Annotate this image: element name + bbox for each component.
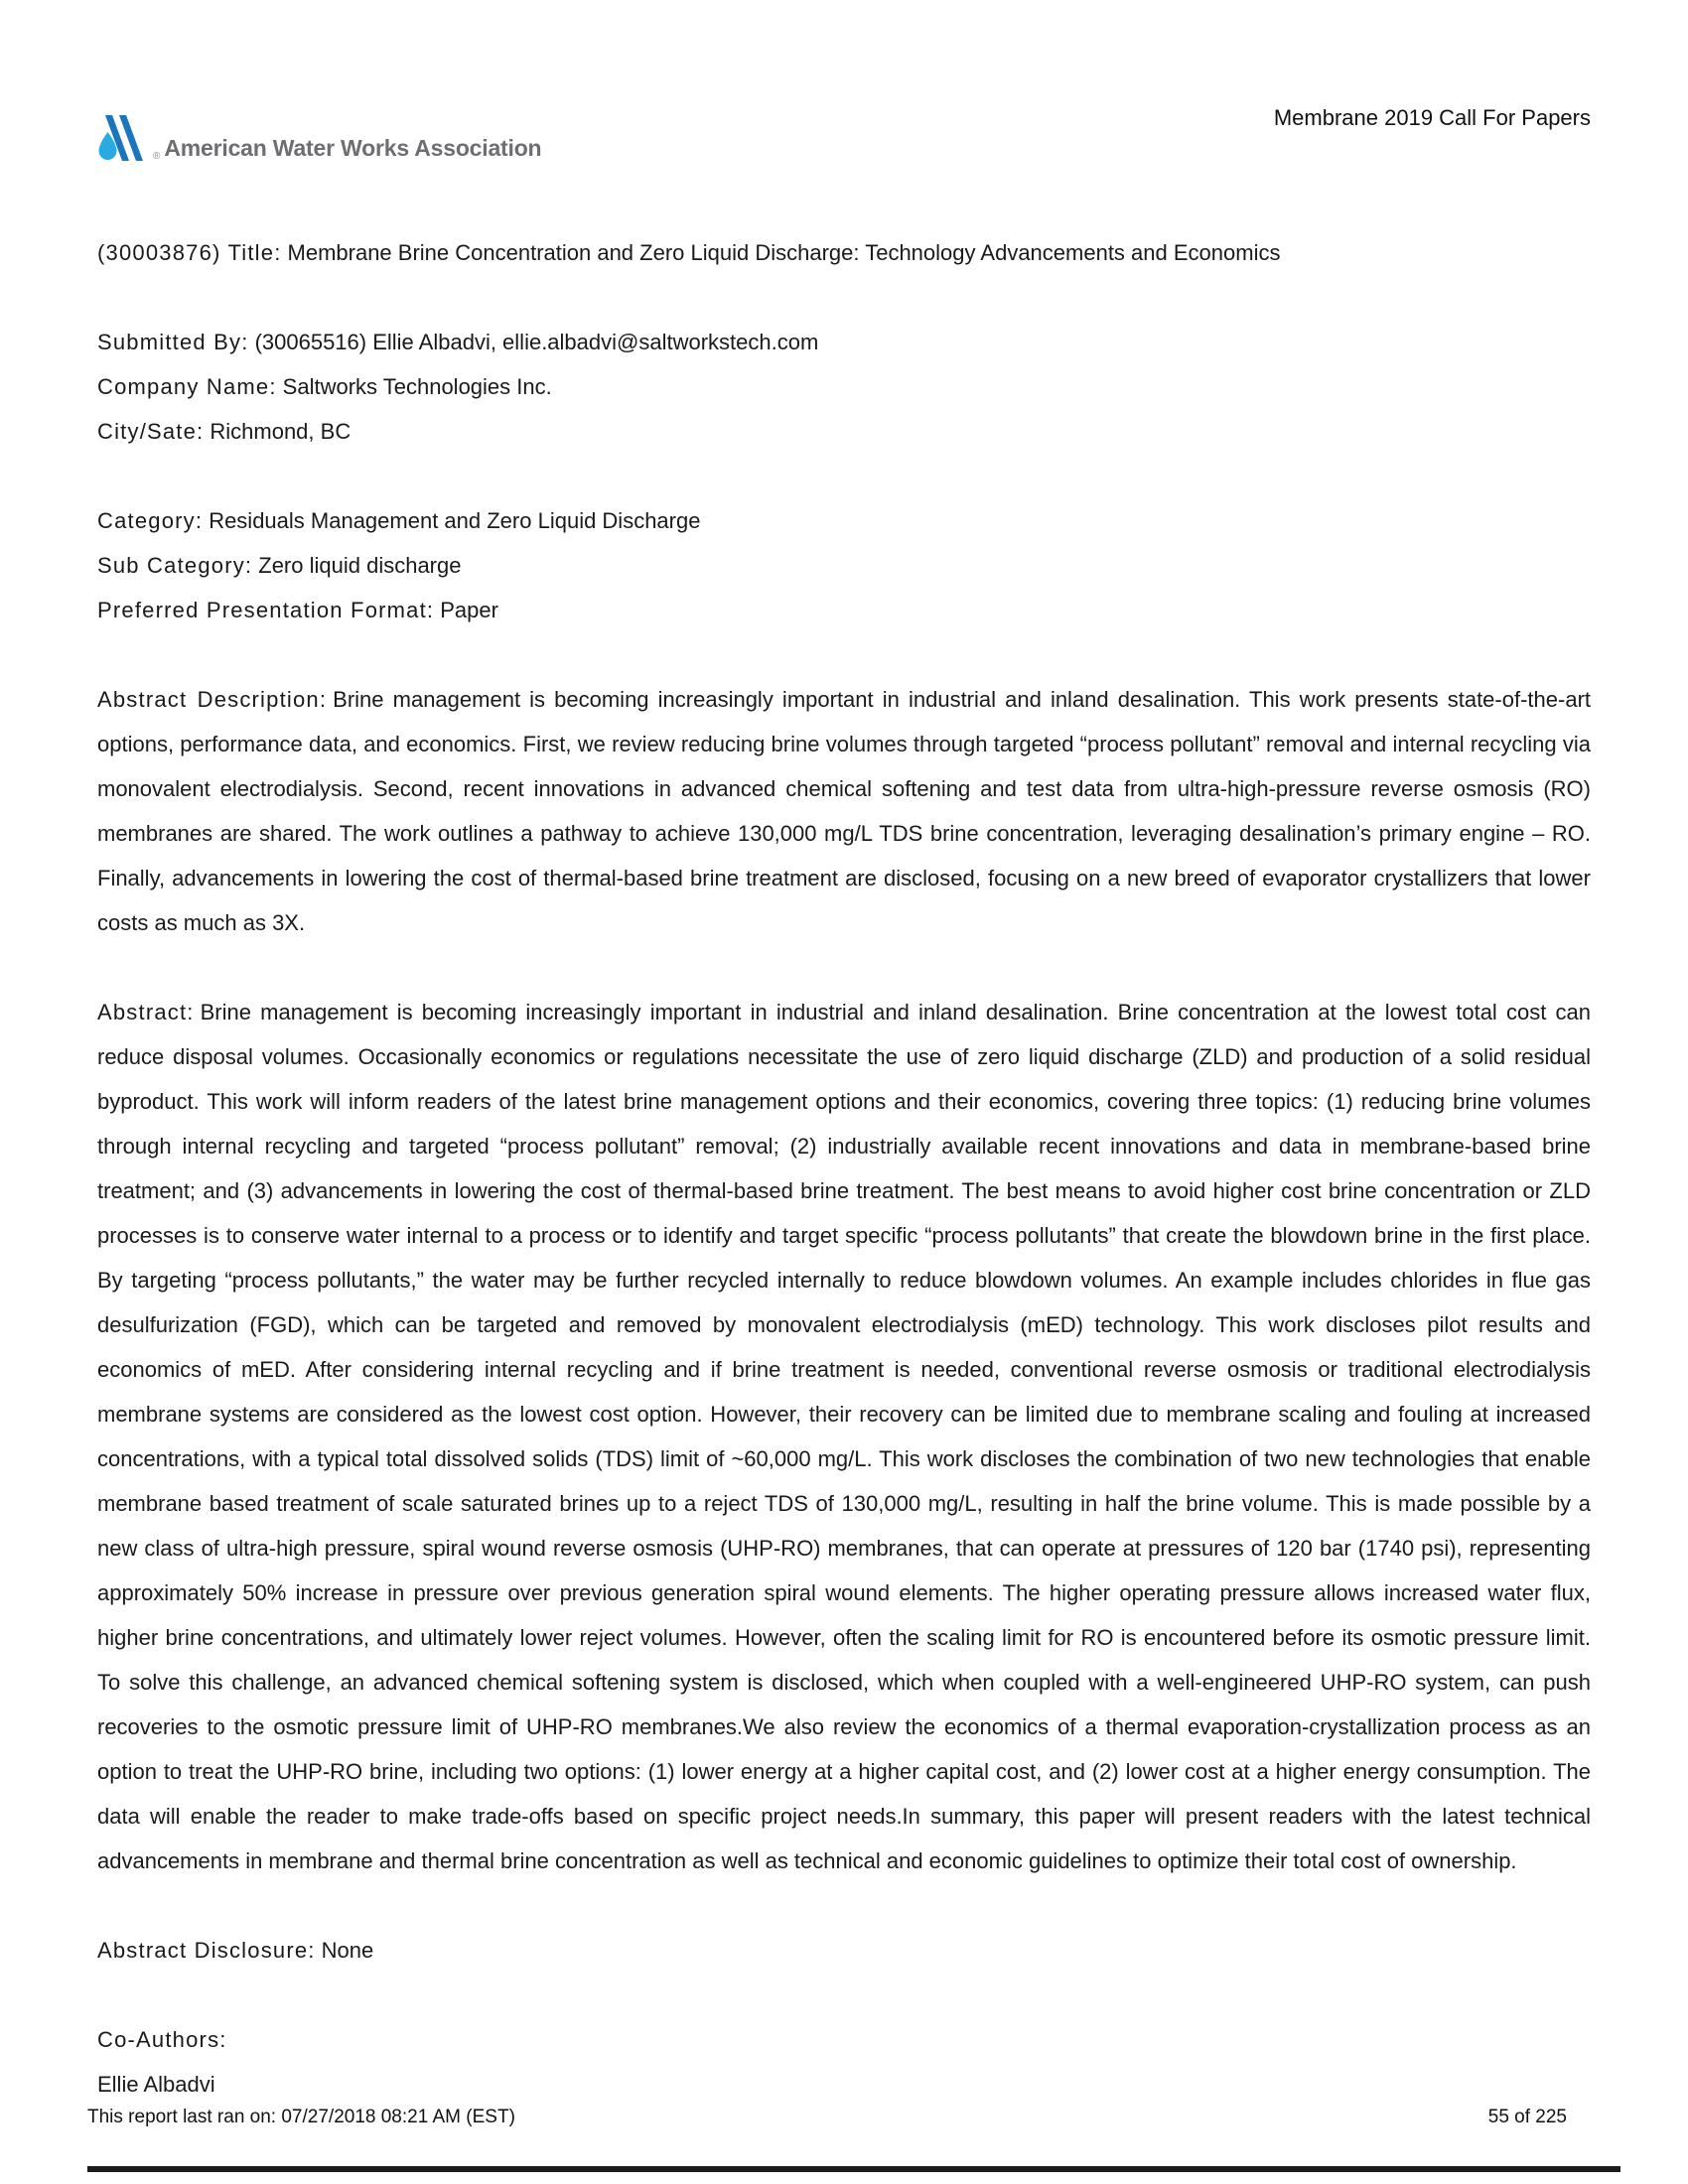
co-author-name	[97, 2062, 1591, 2107]
co-authors-label: Co-Authors:	[97, 2027, 227, 2052]
abstract-paragraph	[97, 990, 1591, 1883]
field-row-city-state	[97, 409, 1591, 454]
presentation-format-label: Preferred Presentation Format:	[97, 598, 435, 622]
abstract-disclosure-line	[97, 1928, 1591, 1973]
submitted-by-label: Submitted By:	[97, 330, 249, 354]
abstract-label: Abstract:	[97, 1000, 195, 1024]
registered-mark-icon: ®	[153, 151, 161, 162]
report-last-ran: This report last ran on: 07/27/2018 08:21 AM (EST)	[87, 2107, 515, 2127]
title-value: Membrane Brine Concentration and Zero Liquid Discharge: Technology Advancements and Economics	[287, 240, 1281, 265]
bottom-rule	[87, 2166, 1620, 2172]
presentation-format-value: Paper	[440, 598, 498, 622]
report-title: Membrane 2019 Call For Papers	[1273, 105, 1591, 130]
field-row-company-name	[97, 364, 1591, 409]
category-label: Category:	[97, 508, 204, 533]
page-header	[97, 103, 1591, 163]
co-authors-heading	[97, 2017, 1591, 2062]
sub-category-value: Zero liquid discharge	[258, 553, 462, 578]
field-row-submitted-by	[97, 320, 1591, 364]
category-value: Residuals Management and Zero Liquid Discharge	[209, 508, 701, 533]
report-content	[97, 230, 1591, 2107]
abstract-value: Brine management is becoming increasingly important in industrial and inland desalination. Brine concentration at the lowest total cost can reduce disposal volumes. Occasionally economics or regulations necessitate the use of zero liquid discharge (ZLD) and production of a solid residual byproduct. This work will inform readers of the latest brine management options and their economics, covering three topics: (1) reducing brine volumes through internal recycling and targeted “process pollutant” removal; (2) industrially available recent innovations and data in membrane-based brine treatment; and (3) advancements in lowering the cost of thermal-based brine treatment. The best means to avoid higher cost brine concentration or ZLD processes is to conserve water internal to a process or to identify and target specific “process pollutants” that create the blowdown brine in the first place. By targeting “process pollutants,” the water may be further recycled internally to reduce blowdown volumes. An example includes chlorides in flue gas desulfurization (FGD), which can be targeted and removed by monovalent electrodialysis (mED) technology. This work discloses pilot results and economics of mED. After considering internal recycling and if brine treatment is needed, conventional reverse osmosis or traditional electrodialysis membrane systems are considered as the lowest cost option. However, their recovery can be limited due to membrane scaling and fouling at increased concentrations, with a typical total dissolved solids (TDS) limit of ~60,000 mg/L. This work discloses the combination of two new technologies that enable membrane based treatment of scale saturated brines up to a reject TDS of 130,000 mg/L, resulting in half the brine volume. This is made possible by a new class of ultra-high pressure, spiral wound reverse osmosis (UHP-RO) membranes, that can operate at pressures of 120 bar (1740 psi), representing approximately 50% increase in pressure over previous generation spiral wound elements. The higher operating pressure allows increased water flux, higher brine concentrations, and ultimately lower reject volumes. However, often the scaling limit for RO is encountered before its osmotic pressure limit. To solve this challenge, an advanced chemical softening system is disclosed, which when coupled with a well-engineered UHP-RO system, can push recoveries to the osmotic pressure limit of UHP-RO membranes.We also review the economics of a thermal evaporation-crystallization process as an option to treat the UHP-RO brine, including two options: (1) lower energy at a higher capital cost, and (2) lower cost at a higher energy consumption. The data will enable the reader to make trade-offs based on specific project needs.In summary, this paper will present readers with the latest technical advancements in membrane and thermal brine concentration as well as technical and economic guidelines to optimize their total cost of ownership.	[97, 1000, 1591, 1873]
company-name-label: Company Name:	[97, 374, 277, 399]
abstract-description-value: Brine management is becoming increasingly important in industrial and inland desalination. This work presents state-of-the-art options, performance data, and economics. First, we review reducing brine volumes through targeted “process pollutant” removal and internal recycling via monovalent electrodialysis. Second, recent innovations in advanced chemical softening and test data from ultra-high-pressure reverse osmosis (RO) membranes are shared. The work outlines a pathway to achieve 130,000 mg/L TDS brine concentration, leveraging desalination’s primary engine – RO. Finally, advancements in lowering the cost of thermal-based brine treatment are disclosed, focusing on a new breed of evaporator crystallizers that lower costs as much as 3X.	[97, 687, 1592, 935]
abstract-description-paragraph	[97, 677, 1591, 945]
field-row-presentation-format	[97, 588, 1591, 632]
co-authors-block	[97, 2017, 1591, 2107]
title-label: (30003876) Title:	[97, 240, 282, 265]
field-row-category	[97, 498, 1591, 543]
logo-wordmark: American Water Works Association	[164, 135, 542, 161]
page-footer	[87, 2107, 1567, 2128]
awwa-logo-icon	[97, 113, 151, 163]
co-author-name-value: Ellie Albadvi	[97, 2072, 215, 2097]
sub-category-label: Sub Category:	[97, 553, 253, 578]
city-state-label: City/Sate:	[97, 419, 205, 444]
awwa-logo	[97, 113, 541, 163]
abstract-description-label: Abstract Description:	[97, 687, 328, 712]
abstract-disclosure-label: Abstract Disclosure:	[97, 1938, 316, 1963]
submitted-by-value: (30065516) Ellie Albadvi, ellie.albadvi@saltworkstech.com	[254, 330, 819, 354]
city-state-value: Richmond, BC	[210, 419, 352, 444]
submission-title-line	[97, 230, 1591, 275]
page-indicator: 55 of 225	[1487, 2107, 1567, 2127]
abstract-disclosure-value: None	[321, 1938, 374, 1963]
category-block	[97, 498, 1591, 632]
field-row-sub-category	[97, 543, 1591, 588]
company-name-value: Saltworks Technologies Inc.	[282, 374, 552, 399]
submitter-block	[97, 320, 1591, 454]
